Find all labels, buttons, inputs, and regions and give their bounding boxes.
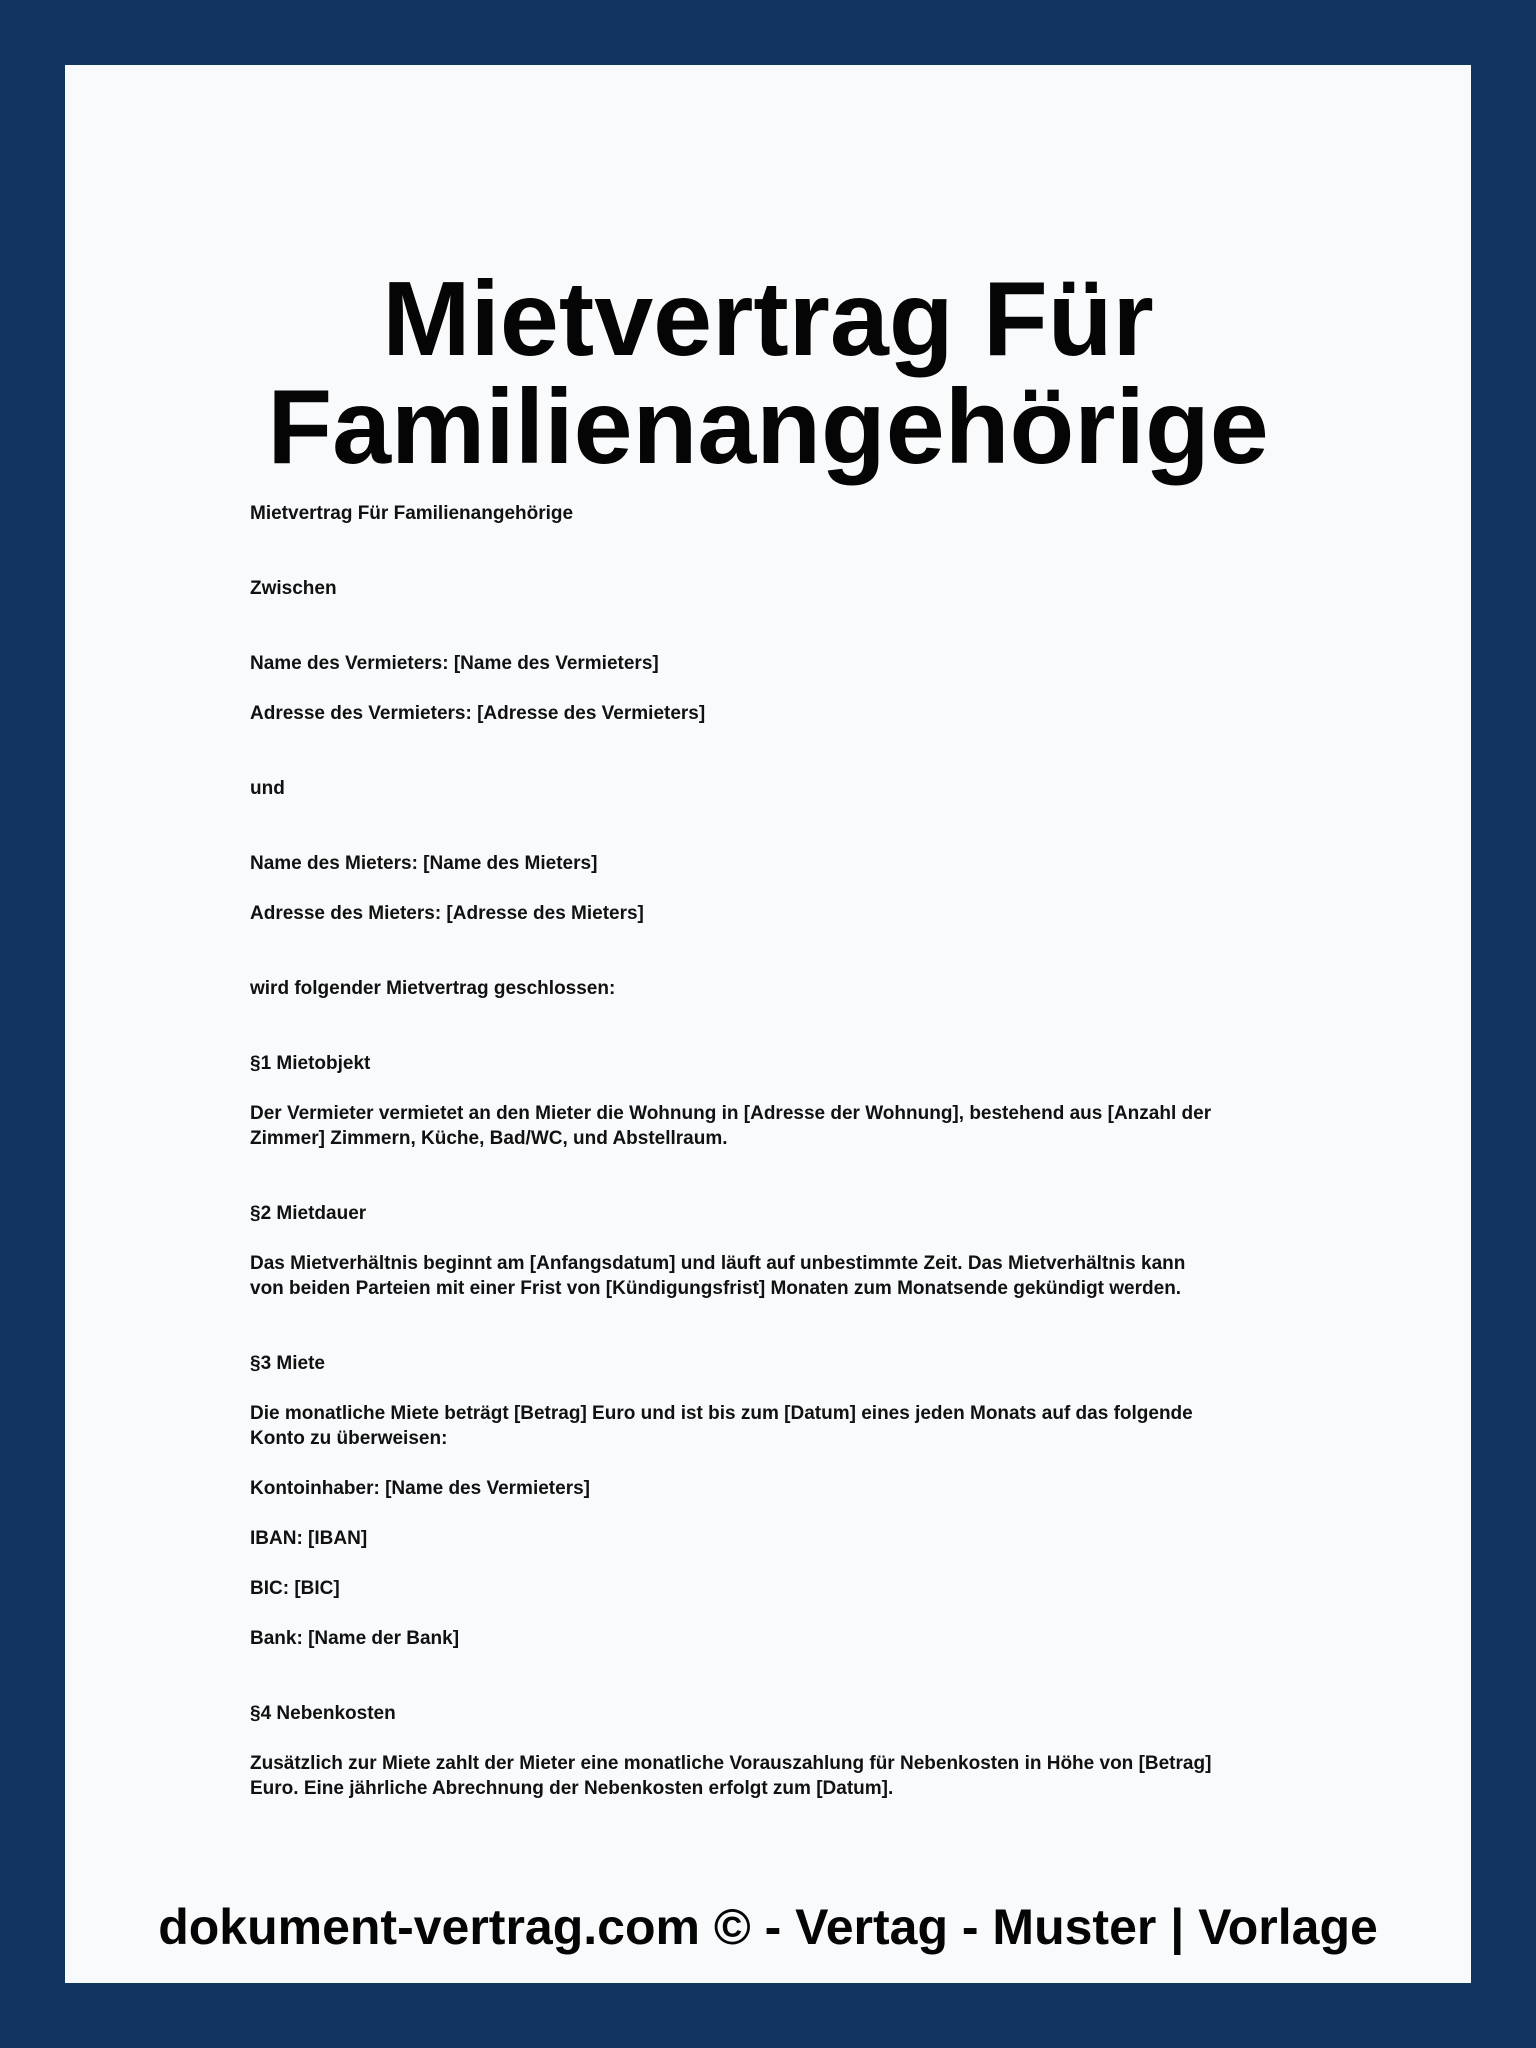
section-1-line: Der Vermieter vermietet an den Mieter die Wohnung in [Adresse der Wohnung], bestehend aus [Anzahl der: [250, 1103, 1212, 1124]
section-3-line: Konto zu überweisen:: [250, 1428, 448, 1449]
and-label: und: [250, 778, 285, 799]
section-4-heading: §4 Nebenkosten: [250, 1703, 396, 1724]
account-holder: Kontoinhaber: [Name des Vermieters]: [250, 1478, 590, 1499]
document-page: [65, 65, 1471, 1983]
section-2-line: von beiden Parteien mit einer Frist von [Kündigungsfrist] Monaten zum Monatsende gekündigt werden.: [250, 1278, 1182, 1299]
document-heading: Mietvertrag Für Familienangehörige: [250, 503, 574, 524]
page-title: Mietvertrag Für Familienangehörige: [267, 260, 1269, 486]
section-1-heading: §1 Mietobjekt: [250, 1053, 371, 1074]
bic: BIC: [BIC]: [250, 1578, 340, 1599]
section-1-line: Zimmer] Zimmern, Küche, Bad/WC, und Abstellraum.: [250, 1128, 728, 1149]
section-3-line: Die monatliche Miete beträgt [Betrag] Euro und ist bis zum [Datum] eines jeden Monats auf das folgende: [250, 1403, 1193, 1424]
section-2-line: Das Mietverhältnis beginnt am [Anfangsdatum] und läuft auf unbestimmte Zeit. Das Mietverhältnis kann: [250, 1253, 1186, 1274]
section-4-line: Zusätzlich zur Miete zahlt der Mieter eine monatliche Vorauszahlung für Nebenkosten in Höhe von [Betrag]: [250, 1753, 1212, 1774]
section-4-line: Euro. Eine jährliche Abrechnung der Nebenkosten erfolgt zum [Datum].: [250, 1778, 894, 1799]
tenant-address: Adresse des Mieters: [Adresse des Mieters]: [250, 903, 644, 924]
landlord-address: Adresse des Vermieters: [Adresse des Vermieters]: [250, 703, 706, 724]
landlord-name: Name des Vermieters: [Name des Vermieters]: [250, 653, 659, 674]
footer-watermark: dokument-vertrag.com © - Vertag - Muster | Vorlage: [158, 1899, 1378, 1955]
tenant-name: Name des Mieters: [Name des Mieters]: [250, 853, 598, 874]
section-2-heading: §2 Mietdauer: [250, 1203, 367, 1224]
between-label: Zwischen: [250, 578, 337, 599]
section-3-heading: §3 Miete: [250, 1353, 325, 1374]
bank: Bank: [Name der Bank]: [250, 1628, 460, 1649]
iban: IBAN: [IBAN]: [250, 1528, 368, 1549]
contract-concluded: wird folgender Mietvertrag geschlossen:: [250, 978, 616, 999]
